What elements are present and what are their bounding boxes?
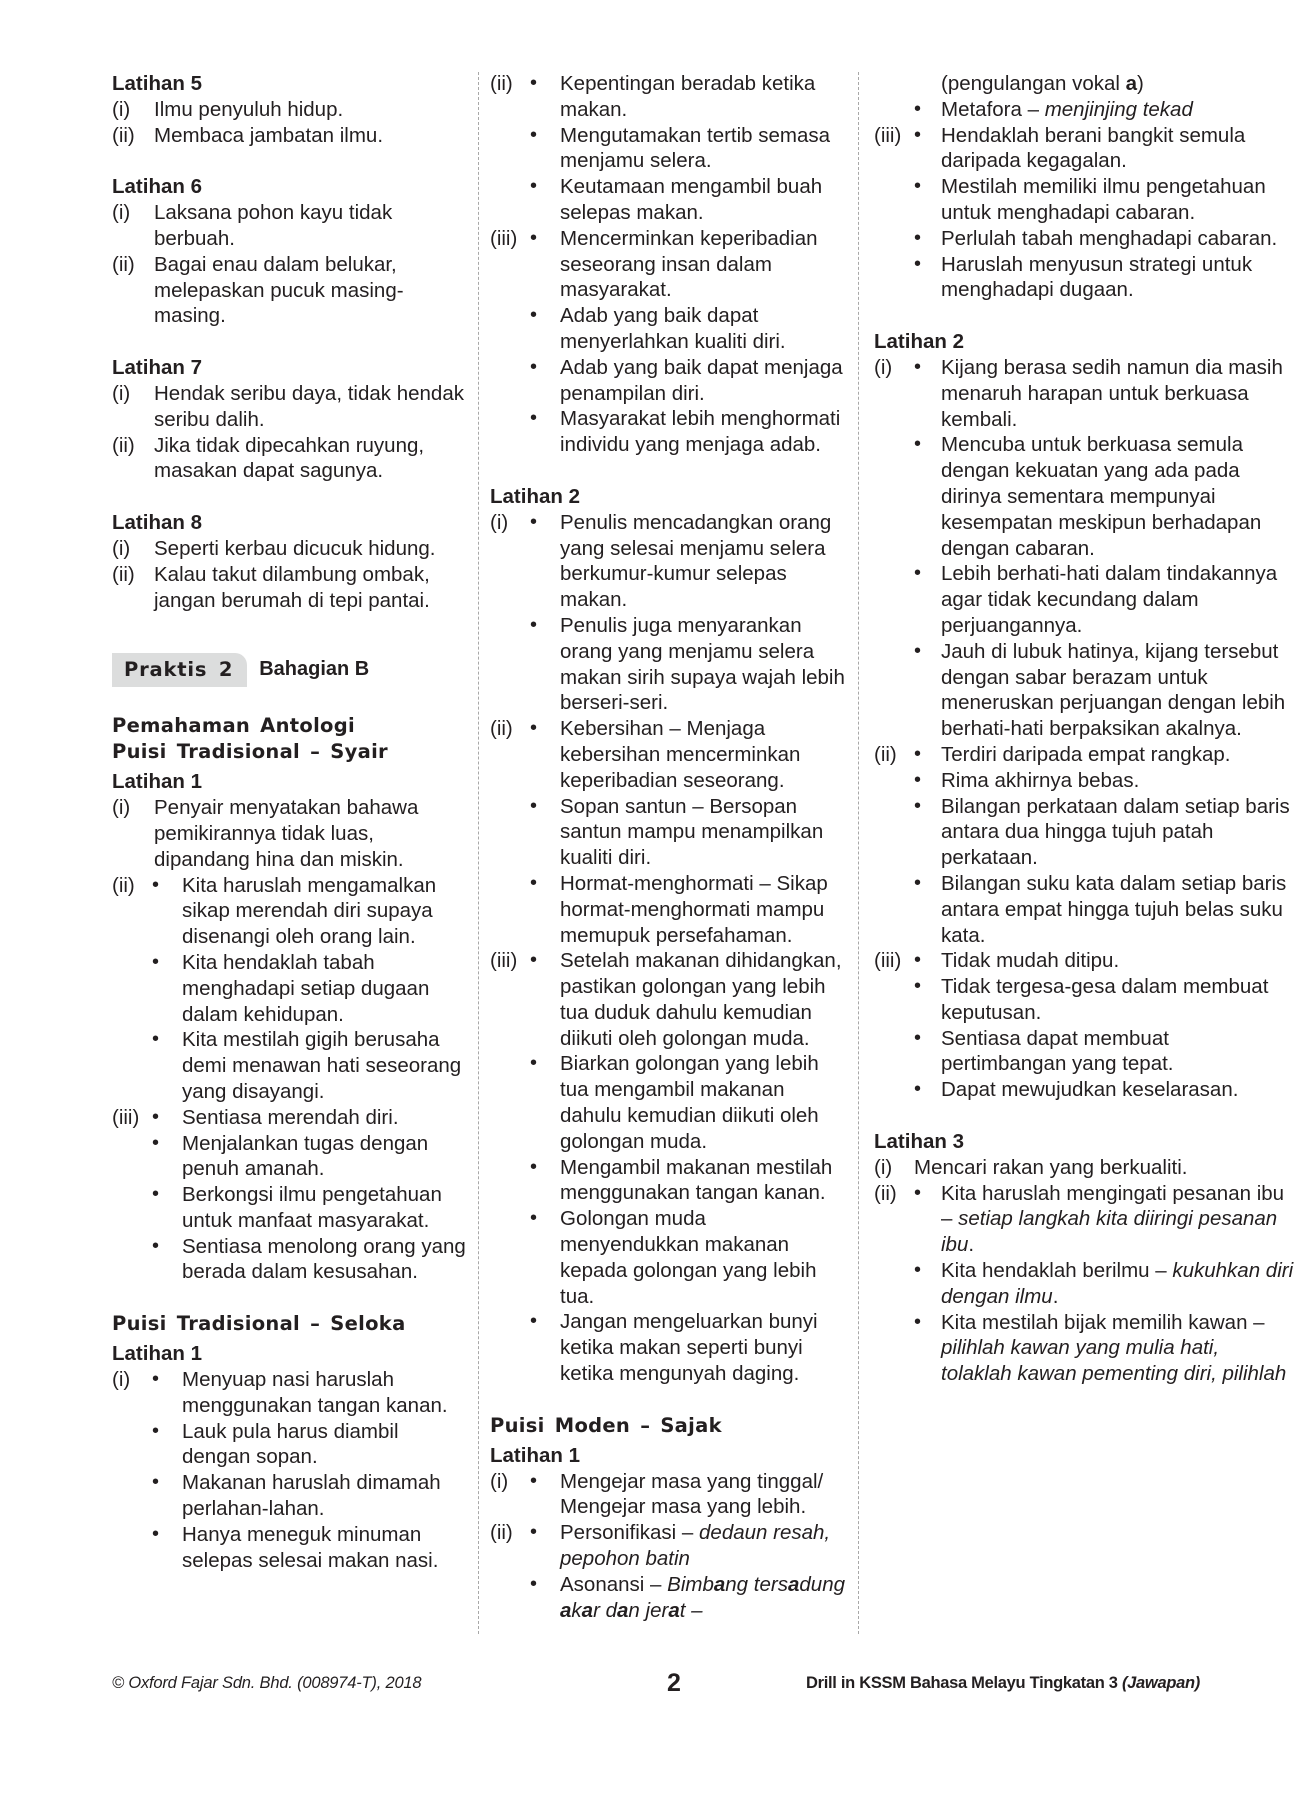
bullet-text: Tidak mudah ditipu. [941, 949, 1120, 973]
bullet-text: Adab yang baik dapat menyerlahkan kualiti diri. [560, 304, 786, 353]
bullet-text: Penulis juga menyarankan orang yang menjamu selera makan sirih supaya wajah lebih berseri-seri. [560, 613, 845, 715]
bullet-text: Jauh di lubuk hatinya, kijang tersebut dengan sabar berazam untuk meneruskan perjuangan dengan lebih berhati-hati berpaksikan akalnya. [941, 639, 1286, 741]
column-1 [112, 71, 472, 1573]
bullet-list [914, 355, 1294, 742]
item-number: (i) [112, 796, 131, 820]
bullet-item [914, 561, 1294, 638]
bullet-item [152, 1470, 472, 1522]
bullet-icon: • [530, 72, 538, 94]
bullet-icon: • [914, 355, 922, 378]
answer-item [490, 716, 850, 948]
bullet-text: Lebih berhati-hati dalam tindakannya agar tidak kecundang dalam perjuangannya. [941, 562, 1278, 637]
bullet-text: Perlulah tabah menghadapi cabaran. [941, 226, 1278, 250]
item-number: (i) [112, 97, 131, 121]
section-title: Puisi Tradisional – Syair [112, 740, 388, 764]
bullet-item [530, 226, 850, 303]
bullet-item [530, 355, 850, 407]
bullet-text: Rima akhirnya bebas. [941, 768, 1140, 792]
answer-text: Jika tidak dipecahkan ruyung, masakan dapat sagunya. [154, 433, 425, 483]
bullet-icon: • [530, 949, 538, 972]
bullet-icon: • [152, 873, 160, 896]
item-number: (i) [490, 1469, 509, 1493]
bullet-item [530, 716, 850, 793]
latihan-heading: Latihan 6 [112, 175, 202, 199]
bullet-item [530, 71, 850, 123]
bullet-text: Menjalankan tugas dengan penuh amanah. [182, 1131, 429, 1181]
bullet-icon: • [152, 1028, 160, 1051]
answer-item [490, 1469, 850, 1521]
answer-item [112, 252, 472, 329]
bullet-continuation [914, 71, 1294, 97]
bullet-list [914, 742, 1294, 948]
bullet-icon: • [152, 1368, 160, 1391]
bullet-icon: • [152, 1471, 160, 1494]
item-number: (ii) [490, 1521, 513, 1545]
bullet-text: Kepentingan beradab ketika makan. [560, 72, 816, 121]
vowel-highlight: a [581, 1598, 594, 1622]
answer-item [874, 948, 1294, 1103]
sajak-section [490, 1413, 850, 1624]
bullet-icon: • [914, 768, 922, 791]
bullet-text [560, 1572, 850, 1624]
quote-text: pilihlah kawan yang mulia hati, tolaklah kawan pementing diri, pilihlah [941, 1336, 1287, 1386]
bullet-item [152, 873, 472, 950]
item-number: (ii) [112, 433, 135, 457]
bullet-icon: • [152, 1131, 160, 1154]
bullet-icon: • [152, 950, 160, 973]
bullet-icon: • [152, 1105, 160, 1128]
book-title: Drill in KSSM Bahasa Melayu Tingkatan 3 (Jawapan) [806, 1674, 1200, 1692]
item-number: (iii) [874, 123, 902, 147]
latihan-heading: Latihan 2 [490, 484, 580, 508]
bullet-text: Mengambil makanan mestilah menggunakan tangan kanan. [560, 1155, 833, 1205]
bullet-item [530, 948, 850, 1051]
bullet-item [914, 871, 1294, 948]
answer-item [490, 510, 850, 716]
bullet-text: Terdiri daripada empat rangkap. [941, 742, 1231, 766]
answer-item [874, 123, 1294, 304]
bullet-text: Kebersihan – Menjaga kebersihan mencerminkan keperibadian seseorang. [560, 717, 801, 792]
bullet-item [530, 794, 850, 871]
vowel-highlight: a [713, 1572, 726, 1596]
answer-text: Kalau takut dilambung ombak, jangan berumah di tepi pantai. [154, 562, 430, 612]
answer-text: Bagai enau dalam belukar, melepaskan pucuk masing-masing. [154, 252, 404, 328]
bullet-icon: • [152, 1419, 160, 1442]
answer-text: Hendak seribu daya, tidak hendak seribu dalih. [154, 381, 464, 431]
bullet-text: Mengejar masa yang tinggal/ Mengejar masa yang lebih. [560, 1469, 824, 1519]
bullet-icon: • [914, 252, 922, 275]
bullet-item [914, 226, 1294, 252]
seloka-latihan-2 [490, 484, 850, 1387]
bullet-text: Sopan santun – Bersopan santun mampu menampilkan kualiti diri. [560, 794, 824, 870]
bullet-list [530, 71, 850, 226]
bullet-item [914, 1026, 1294, 1078]
answer-item [490, 71, 850, 226]
bullet-list [914, 948, 1294, 1103]
bullet-text: Kita haruslah mengingati pesanan ibu – setiap langkah kita diiringi pesanan ibu. [941, 1181, 1285, 1257]
bullet-text: Sentiasa dapat membuat pertimbangan yang tepat. [941, 1026, 1174, 1076]
bullet-text: Hendaklah berani bangkit semula daripada kegagalan. [941, 123, 1246, 173]
answer-text: Laksana pohon kayu tidak berbuah. [154, 201, 393, 250]
bullet-item [530, 1520, 850, 1572]
item-number: (i) [874, 1155, 893, 1179]
device-example: dedaun resah, pepohon batin [560, 1521, 831, 1571]
bullet-icon: • [530, 407, 538, 430]
answer-item [112, 97, 472, 123]
page-footer [112, 1671, 1232, 1697]
bullet-text [560, 1520, 850, 1572]
bullet-item [530, 1206, 850, 1309]
latihan-6 [112, 174, 472, 329]
sajak-continued [874, 71, 1294, 303]
bullet-item [530, 871, 850, 948]
bullet-item [914, 1310, 1294, 1387]
bullet-text: Kita mestilah gigih berusaha demi menawan hati seseorang yang disayangi. [182, 1028, 462, 1103]
bullet-icon: • [914, 794, 922, 817]
bullet-icon: • [530, 355, 538, 378]
bullet-item [152, 1182, 472, 1234]
answer-item [874, 1181, 1294, 1387]
bullet-list [914, 123, 1294, 304]
seloka-section [112, 1311, 472, 1573]
latihan-heading: Latihan 1 [112, 770, 202, 794]
bullet-item [530, 1155, 850, 1207]
bullet-list [914, 1181, 1294, 1387]
section-title: Puisi Moden – Sajak [490, 1413, 722, 1437]
bullet-item [914, 97, 1294, 123]
answer-text: Seperti kerbau dicucuk hidung. [154, 536, 436, 560]
bullet-list [530, 510, 850, 716]
bullet-list [530, 1520, 850, 1623]
bullet-item [530, 303, 850, 355]
vowel-highlight: a [668, 1598, 680, 1622]
answer-text: Mencari rakan yang berkualiti. [914, 1155, 1188, 1179]
bullet-text: Golongan muda menyendukkan makanan kepada golongan yang lebih tua. [560, 1207, 817, 1308]
seloka-continued [490, 71, 850, 458]
bullet-item [914, 1077, 1294, 1103]
bullet-icon: • [914, 975, 922, 998]
item-number: (i) [490, 510, 509, 534]
bullet-icon: • [530, 1469, 538, 1492]
bullet-icon: • [914, 226, 922, 249]
latihan-heading: Latihan 2 [874, 330, 964, 354]
answer-item [112, 123, 472, 149]
item-number: (iii) [874, 949, 902, 973]
answer-item [112, 1367, 472, 1573]
bullet-item [914, 1258, 1294, 1310]
bullet-list [530, 1469, 850, 1521]
bullet-item [914, 794, 1294, 871]
answer-item [112, 873, 472, 1105]
item-number: (iii) [490, 949, 518, 973]
answer-item [112, 795, 472, 872]
bullet-icon: • [914, 1310, 922, 1333]
bullet-item [914, 123, 1294, 175]
bullet-item [914, 974, 1294, 1026]
bullet-item [914, 252, 1294, 304]
bullet-text: Hormat-menghormati – Sikap hormat-menghormati mampu memupuk persefahaman. [560, 871, 828, 947]
bullet-icon: • [530, 510, 538, 533]
bullet-text: Kita hendaklah tabah menghadapi setiap dugaan dalam kehidupan. [182, 950, 430, 1026]
bullet-item [530, 123, 850, 175]
latihan-5 [112, 71, 472, 148]
bullet-item [152, 1027, 472, 1104]
latihan-8 [112, 510, 472, 613]
bullet-icon: • [530, 1155, 538, 1178]
bullet-text: Tidak tergesa-gesa dalam membuat keputusan. [941, 975, 1269, 1024]
bullet-icon: • [530, 1052, 538, 1075]
device-label: Asonansi – [560, 1572, 668, 1596]
answer-item [874, 1155, 1294, 1181]
bullet-item [152, 1419, 472, 1471]
bullet-text: Menyuap nasi haruslah menggunakan tangan kanan. [182, 1368, 448, 1417]
bullet-icon: • [530, 1207, 538, 1230]
praktis-badge: Praktis 2 [112, 653, 247, 687]
bullet-icon: • [530, 871, 538, 894]
latihan-heading: Latihan 7 [112, 356, 202, 380]
answer-text: Membaca jambatan ilmu. [154, 123, 384, 147]
bullet-text: Bilangan perkataan dalam setiap baris antara dua hingga tujuh patah perkataan. [941, 794, 1290, 870]
bullet-item [914, 355, 1294, 432]
answer-item [112, 562, 472, 614]
bullet-text: Lauk pula harus diambil dengan sopan. [182, 1419, 399, 1469]
item-number: (i) [112, 536, 131, 560]
bullet-item [152, 950, 472, 1027]
bullet-text: Dapat mewujudkan keselarasan. [941, 1078, 1239, 1102]
latihan-heading: Latihan 1 [112, 1342, 202, 1366]
answer-item [112, 536, 472, 562]
bullet-icon: • [914, 175, 922, 198]
answer-item [112, 381, 472, 433]
asonansi-note: (pengulangan vokal a) [941, 72, 1144, 95]
bullet-icon: • [530, 1310, 538, 1333]
answer-item [874, 742, 1294, 948]
answer-text: Penyair menyatakan bahawa pemikirannya tidak luas, dipandang hina dan miskin. [154, 796, 419, 871]
bullet-icon: • [530, 794, 538, 817]
bullet-text: Setelah makanan dihidangkan, pastikan golongan yang lebih tua duduk dahulu kemudian diikuti oleh golongan muda. [560, 949, 842, 1050]
bullet-text: Kita mestilah bijak memilih kawan – pilihlah kawan yang mulia hati, tolaklah kawan pementing diri, pilihlah [941, 1310, 1287, 1386]
bullet-text: Kita haruslah mengamalkan sikap merendah diri supaya disenangi oleh orang lain. [182, 873, 437, 949]
device-label: Personifikasi – [560, 1521, 700, 1545]
bullet-icon: • [530, 175, 538, 198]
bullet-item [152, 1105, 472, 1131]
bullet-icon: • [914, 123, 922, 146]
item-number: (ii) [490, 72, 513, 95]
column-2 [490, 71, 850, 1623]
bullet-text: Mestilah memiliki ilmu pengetahuan untuk menghadapi cabaran. [941, 175, 1266, 224]
bullet-item [914, 948, 1294, 974]
bullet-text: Penulis mencadangkan orang yang selesai menjamu selera berkumur-kumur selepas makan. [560, 510, 832, 612]
latihan-7 [112, 355, 472, 484]
item-number: (i) [112, 201, 131, 225]
quote-text: kukuhkan diri dengan ilmu [941, 1259, 1294, 1308]
bullet-icon: • [530, 1521, 538, 1544]
vowel-highlight: a [1125, 72, 1138, 95]
bullet-text: Kijang berasa sedih namun dia masih menaruh harapan untuk berkuasa kembali. [941, 355, 1283, 431]
quote-text: setiap langkah kita diiringi pesanan ibu [941, 1207, 1278, 1257]
column-divider-1 [478, 72, 479, 1634]
bullet-text: Berkongsi ilmu pengetahuan untuk manfaat masyarakat. [182, 1183, 442, 1232]
praktis-subtitle: Bahagian B [259, 658, 370, 681]
bullet-list [152, 1367, 472, 1573]
bullet-list [530, 716, 850, 948]
item-number: (ii) [874, 742, 897, 766]
bullet-item [914, 742, 1294, 768]
item-number: (ii) [490, 717, 513, 741]
bullet-item [152, 1131, 472, 1183]
bullet-icon: • [530, 613, 538, 636]
answer-item [112, 1105, 472, 1286]
bullet-icon: • [152, 1183, 160, 1206]
device-example: Bimbang tersadung akar dan jerat – [560, 1572, 845, 1622]
item-number: (iii) [490, 226, 518, 250]
bullet-item [530, 510, 850, 613]
vowel-highlight: a [617, 1598, 629, 1622]
answer-item [112, 200, 472, 252]
bullet-icon: • [530, 1572, 538, 1595]
device-example: menjinjing tekad [1044, 97, 1193, 121]
bullet-list [530, 948, 850, 1387]
bullet-text: Haruslah menyusun strategi untuk menghadapi dugaan. [941, 252, 1253, 302]
answer-item [490, 1520, 850, 1623]
bullet-list [914, 71, 1294, 123]
bullet-icon: • [914, 1026, 922, 1049]
bullet-item [914, 1181, 1294, 1258]
bullet-list [530, 226, 850, 458]
sajak-latihan-2 [874, 329, 1294, 1103]
bullet-icon: • [914, 97, 922, 120]
bullet-icon: • [914, 871, 922, 894]
bullet-text [941, 97, 1294, 123]
bullet-icon: • [530, 226, 538, 249]
column-divider-2 [858, 72, 859, 1634]
bullet-text: Kita hendaklah berilmu – kukuhkan diri dengan ilmu. [941, 1259, 1294, 1308]
bullet-item [530, 406, 850, 458]
answer-item [112, 433, 472, 485]
bullet-text: Mengutamakan tertib semasa menjamu selera. [560, 123, 831, 173]
bullet-icon: • [914, 1078, 922, 1101]
bullet-text: Bilangan suku kata dalam setiap baris antara empat hingga tujuh belas suku kata. [941, 871, 1287, 947]
bullet-icon: • [914, 562, 922, 585]
answer-item [874, 71, 1294, 123]
page-number: 2 [667, 1669, 681, 1697]
bullet-text: Makanan haruslah dimamah perlahan-lahan. [182, 1471, 441, 1521]
item-number: (ii) [112, 873, 135, 897]
answer-item [490, 948, 850, 1387]
bullet-item [914, 639, 1294, 742]
bullet-icon: • [152, 1522, 160, 1545]
answer-item [490, 226, 850, 458]
bullet-item [914, 174, 1294, 226]
bullet-text: Masyarakat lebih menghormati individu yang menjaga adab. [560, 407, 841, 457]
item-number: (i) [874, 355, 893, 379]
bullet-item [530, 1309, 850, 1386]
praktis-header [112, 653, 472, 687]
bullet-item [152, 1522, 472, 1574]
bullet-icon: • [914, 1181, 922, 1204]
bullet-item [530, 174, 850, 226]
item-number: (ii) [874, 1181, 897, 1205]
bullet-item [152, 1367, 472, 1419]
bullet-icon: • [914, 1259, 922, 1282]
bullet-item [530, 613, 850, 716]
bullet-icon: • [914, 742, 922, 765]
vowel-highlight: a [560, 1598, 572, 1622]
item-number: (i) [112, 381, 131, 405]
item-number: (ii) [112, 562, 135, 586]
bullet-text: Hanya meneguk minuman selepas selesai makan nasi. [182, 1522, 439, 1572]
bullet-text: Mencerminkan keperibadian seseorang insan dalam masyarakat. [560, 226, 818, 302]
answer-item [874, 355, 1294, 742]
bullet-item [914, 768, 1294, 794]
bullet-list [152, 873, 472, 1105]
bullet-item [530, 1051, 850, 1154]
bullet-item [914, 432, 1294, 561]
bullet-icon: • [530, 717, 538, 740]
bullet-icon: • [530, 123, 538, 146]
bullet-icon: • [914, 949, 922, 972]
answer-text: Ilmu penyuluh hidup. [154, 97, 344, 121]
bullet-icon: • [530, 304, 538, 327]
bullet-text: Adab yang baik dapat menjaga penampilan diri. [560, 355, 843, 405]
bullet-text: Sentiasa menolong orang yang berada dalam kesusahan. [182, 1234, 466, 1284]
item-number: (ii) [112, 123, 135, 147]
sajak-latihan-3 [874, 1129, 1294, 1387]
item-number: (i) [112, 1368, 131, 1392]
bullet-icon: • [152, 1234, 160, 1257]
bullet-item [530, 1572, 850, 1624]
bullet-icon: • [914, 433, 922, 456]
bullet-text: Jangan mengeluarkan bunyi ketika makan seperti bunyi ketika mengunyah daging. [560, 1310, 818, 1386]
item-number: (ii) [112, 252, 135, 276]
device-label: Metafora – [941, 97, 1045, 121]
bullet-item [152, 1234, 472, 1286]
bullet-text: Biarkan golongan yang lebih tua mengambil makanan dahulu kemudian diikuti oleh golongan muda. [560, 1052, 819, 1153]
section-title: Pemahaman Antologi [112, 714, 355, 738]
bullet-icon: • [914, 639, 922, 662]
item-number: (iii) [112, 1105, 140, 1129]
syair-section [112, 713, 472, 1285]
bullet-list [152, 1105, 472, 1286]
bullet-text: Sentiasa merendah diri. [182, 1105, 399, 1129]
latihan-heading: Latihan 8 [112, 511, 202, 535]
bullet-text: Mencuba untuk berkuasa semula dengan kekuatan yang ada pada dirinya sementara mempunyai kesempatan meskipun berhadapan dengan cabaran. [941, 433, 1262, 560]
copyright-text: © Oxford Fajar Sdn. Bhd. (008974-T), 2018 [112, 1674, 422, 1692]
latihan-heading: Latihan 3 [874, 1130, 964, 1154]
latihan-heading: Latihan 5 [112, 72, 202, 95]
bullet-item [530, 1469, 850, 1521]
bullet-text: Keutamaan mengambil buah selepas makan. [560, 175, 823, 224]
vowel-highlight: a [787, 1572, 800, 1596]
latihan-heading: Latihan 1 [490, 1443, 580, 1467]
section-title: Puisi Tradisional – Seloka [112, 1312, 406, 1336]
column-3 [874, 71, 1294, 1387]
